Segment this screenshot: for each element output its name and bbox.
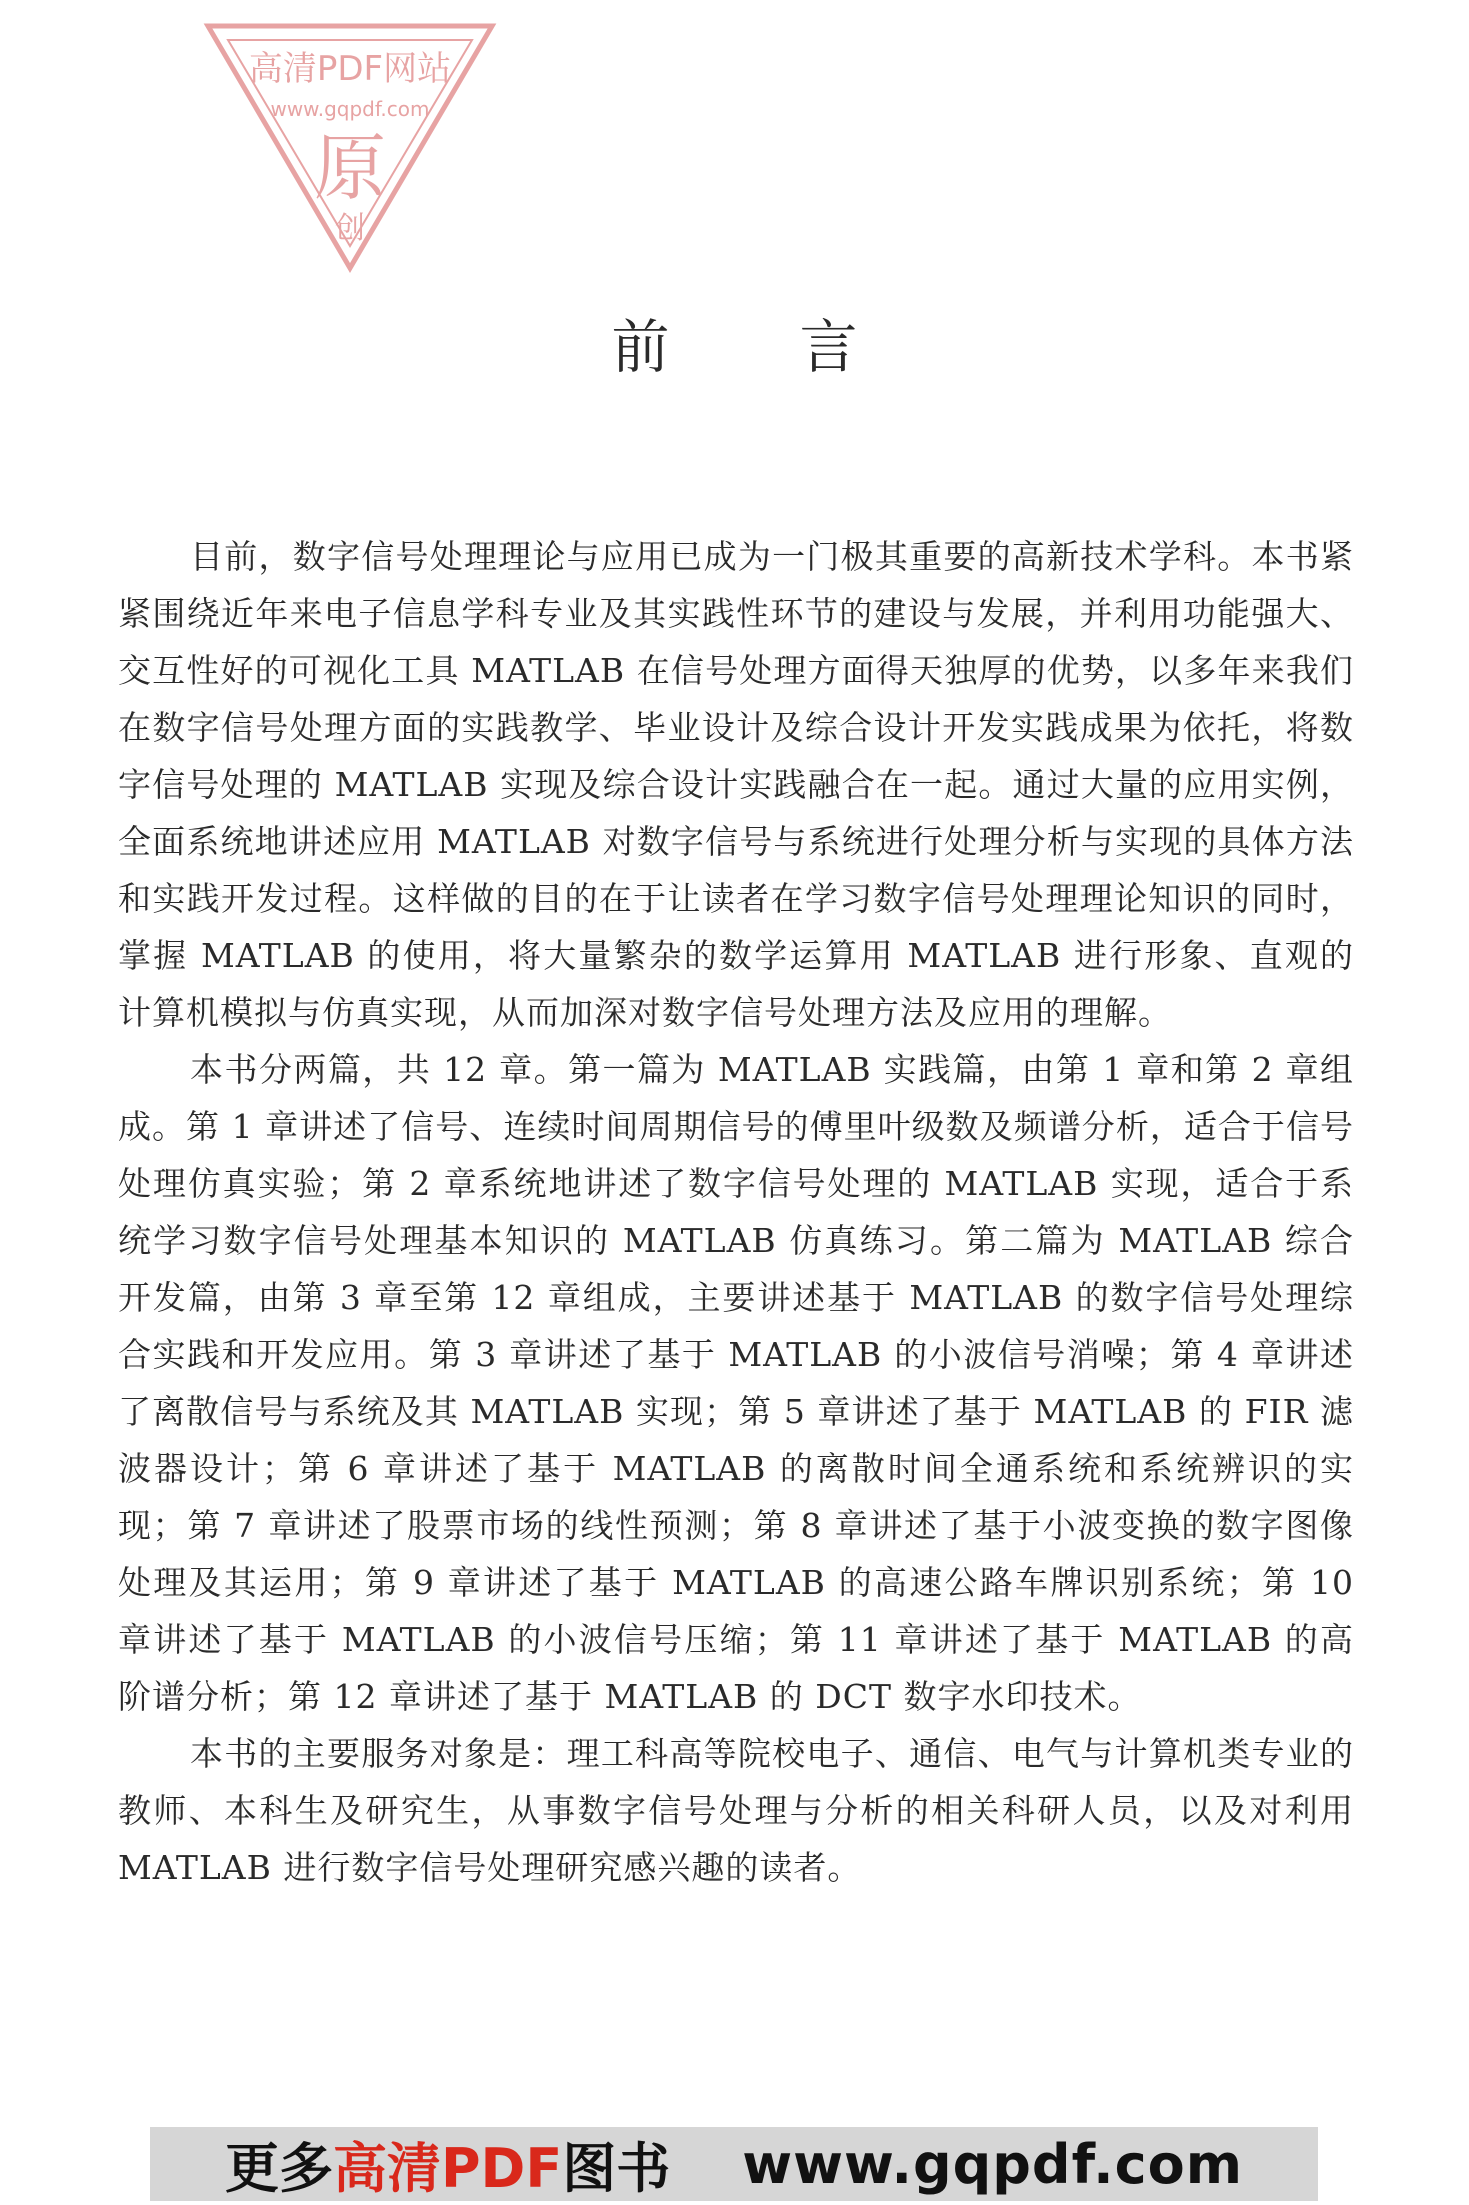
watermark-url: www.gqpdf.com — [270, 97, 430, 121]
footer-highlight: 高清PDF — [332, 2136, 563, 2200]
page-title: 前言 — [611, 313, 988, 381]
watermark-small-char: 创 — [335, 211, 365, 246]
footer-url[interactable]: www.gqpdf.com — [742, 2132, 1244, 2196]
footer-ad-banner[interactable] — [150, 2127, 1318, 2201]
watermark-site-name: 高清PDF网站 — [248, 49, 452, 89]
watermark-big-char: 原 — [313, 126, 387, 210]
footer-prefix: 更多 — [224, 2136, 333, 2200]
paragraph: 本书分两篇，共 12 章。第一篇为 MATLAB 实践篇，由第 1 章和第 2 章组成。第 1 章讲述了信号、连续时间周期信号的傅里叶级数及频谱分析，适合于信号处理仿真实验；第 2 章系统地讲述了数字信号处理的 MATLAB 实现，适合于系统学习数字信号处理基本知识的 MATLAB 仿真练习。第二篇为 MATLAB 综合开发篇，由第 3 章至第 12 章组成，主要讲述基于 MATLAB 的数字信号处理综合实践和开发应用。第 3 章讲述了基于 MATLAB 的小波信号消噪；第 4 章讲述了离散信号与系统及其 MATLAB 实现；第 5 章讲述了基于 MATLAB 的 FIR 滤波器设计；第 6 章讲述了基于 MATLAB 的离散时间全通系统和系统辨识的实现；第 7 章讲述了股票市场的线性预测；第 8 章讲述了基于小波变换的数字图像处理及其运用；第 9 章讲述了基于 MATLAB 的高速公路车牌识别系统；第 10 章讲述了基于 MATLAB 的小波信号压缩；第 11 章讲述了基于 MATLAB 的高阶谱分析；第 12 章讲述了基于 MATLAB 的 DCT 数字水印技术。 — [118, 1050, 1354, 1716]
watermark-stamp — [200, 18, 500, 278]
footer-suffix: 图书 — [562, 2136, 671, 2200]
footer-ad-text — [225, 2126, 670, 2203]
preface-body — [118, 528, 1354, 1896]
paragraph: 本书的主要服务对象是：理工科高等院校电子、通信、电气与计算机类专业的教师、本科生及研究生，从事数字信号处理与分析的相关科研人员，以及对利用 MATLAB 进行数字信号处理研究感兴趣的读者。 — [118, 1734, 1354, 1887]
paragraph: 目前，数字信号处理理论与应用已成为一门极其重要的高新技术学科。本书紧紧围绕近年来电子信息学科专业及其实践性环节的建设与发展，并利用功能强大、交互性好的可视化工具 MATLAB 在信号处理方面得天独厚的优势，以多年来我们在数字信号处理方面的实践教学、毕业设计及综合设计开发实践成果为依托，将数字信号处理的 MATLAB 实现及综合设计实践融合在一起。通过大量的应用实例，全面系统地讲述应用 MATLAB 对数字信号与系统进行处理分析与实现的具体方法和实践开发过程。这样做的目的在于让读者在学习数字信号处理理论知识的同时，掌握 MATLAB 的使用，将大量繁杂的数学运算用 MATLAB 进行形象、直观的计算机模拟与仿真实现，从而加深对数字信号处理方法及应用的理解。 — [118, 537, 1354, 1032]
